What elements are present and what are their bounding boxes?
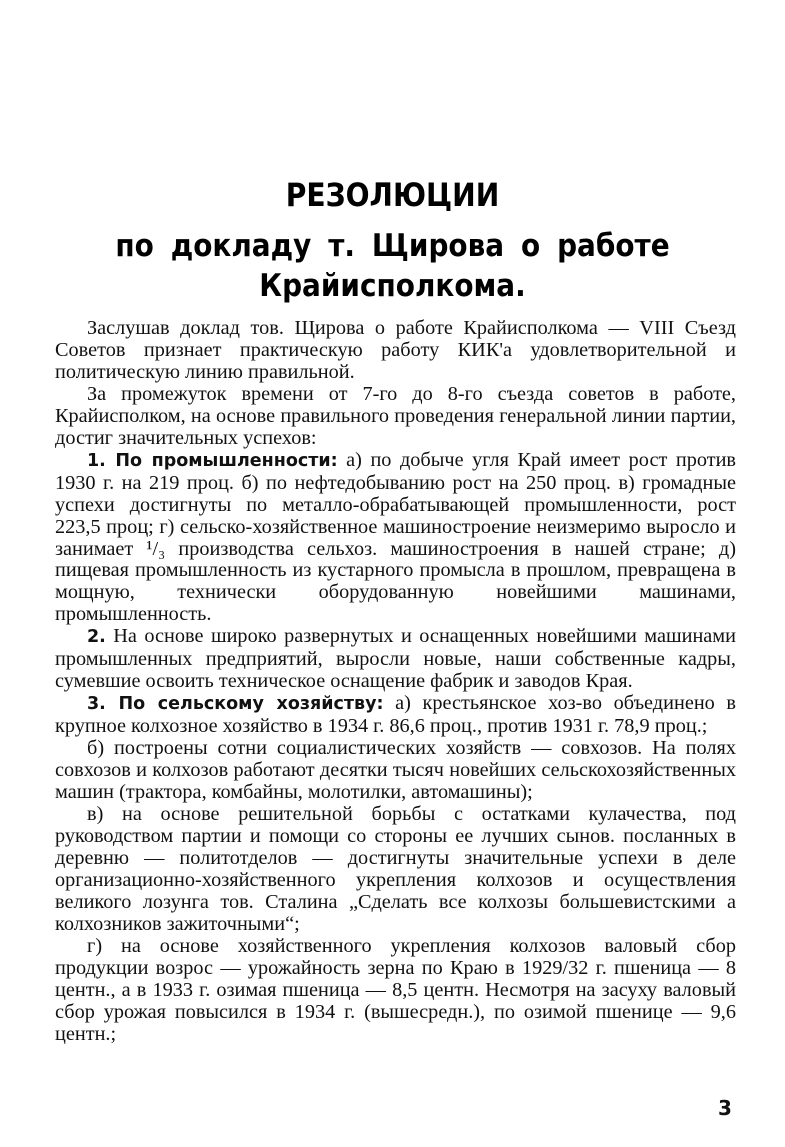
paragraph-harvest: г) на основе хозяйственного укрепления колхозов валовый сбор продукции возрос — урожайность зерна по Краю в 1929/32 г. пшеница — 8 центн., а в 1933 г. озимая пшеница — 8,5 центн. Несмотря на засуху валовый сбор урожая повысился в 1934 г. (вышесредн.), по озимой пшенице — 9,6 центн.; <box>55 934 736 1045</box>
paragraph-agriculture-text: а) крестьянское хоз-во объединено в крупное колхозное хозяйство в 1934 г. 86,6 проц., против 1931 г. 78,9 проц.; <box>55 692 737 738</box>
paragraph-agriculture <box>55 693 736 738</box>
document-title: РЕЗОЛЮЦИИ <box>285 176 500 214</box>
paragraph-intro: Заслушав доклад тов. Щирова о работе Крайисполкома — VIII Съезд Советов признает практическую работу КИК'а удовлетворительной и политическую линию правильной. <box>55 317 736 383</box>
section-heading-agriculture: 3. По сельскому хозяйству: <box>87 694 384 715</box>
paragraph-sovkhozes: б) построены сотни социалистических хозяйств — совхозов. На полях совхозов и колхозов работают десятки тысяч новейших сельскохозяйственных машин (трактора, комбайны, молотилки, автомашины); <box>55 737 736 804</box>
paragraph-achievements: За промежуток времени от 7-го до 8-го съезда советов в работе, Крайисполком, на основе правильного проведения генеральной линии партии, достиг значительных успехов: <box>55 382 736 449</box>
resolution-text <box>55 318 736 1045</box>
section-heading-cadres: 2. <box>87 627 106 648</box>
paragraph-industry <box>55 450 736 627</box>
paragraph-cadres-text: На основе широко развернутых и оснащенных новейшими машинами промышленных предприятий, выросли новые, наши собственные кадры, сумевшие освоить техническое оснащение фабрик и заводов Края. <box>55 625 736 693</box>
document-subtitle-line-2: Крайисполкома. <box>259 268 526 304</box>
section-heading-industry: 1. По промышленности: <box>87 450 338 471</box>
paragraph-industry-text: а) по добыче угля Край имеет рост против 1930 г. на 219 проц. б) по нефтедобыванию рост на 250 проц. в) громадные успехи достигнуты по металло-обрабатывающей промышленности, рост 223,5 проц; г) сельско-хозяйственное машиностроение неизмеримо выросло и занимает ¹/₃ производства сельхоз. машиностроения в нашей стране; д) пищевая промышленность из кустарного промысла в прошлом, превращена в мощную, технически оборудованную новейшими машинами, промышленность. <box>55 448 736 626</box>
page-number: 3 <box>718 1096 732 1120</box>
paragraph-kulaks: в) на основе решительной борьбы с остатками кулачества, под руководством партии и помощи со стороны ее лучших сынов. посланных в деревню — политотделов — достигнуты значительные успехи в деле организационно-хозяйственного укрепления колхозов и осуществления великого лозунга тов. Сталина „Сделать все колхозы большевистскими а колхозников зажиточными“; <box>55 802 736 935</box>
paragraph-cadres <box>55 626 736 693</box>
document-subtitle-line-1: по докладу т. Щирова о работе <box>115 228 670 264</box>
